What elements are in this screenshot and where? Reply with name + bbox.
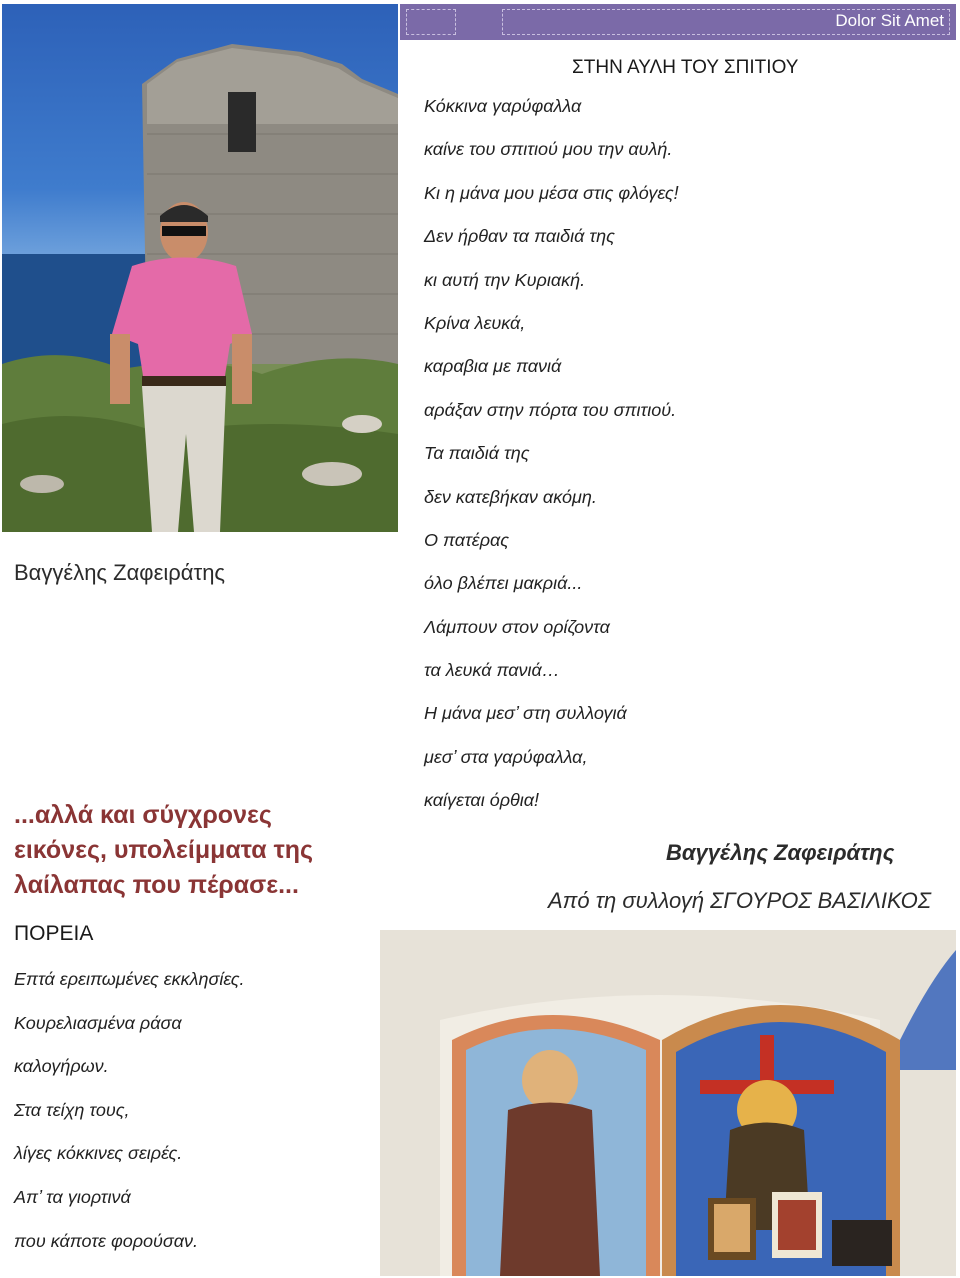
poem-line: Δεν ήρθαν τα παιδιά της <box>424 226 615 247</box>
poem-line: καίγεται όρθια! <box>424 790 540 811</box>
author-name-left: Βαγγέλης Ζαφειράτης <box>14 560 226 585</box>
second-poem-line: λίγες κόκκινες σειρές. <box>14 1143 183 1164</box>
poem-line: Η μάνα μεσ’ στη συλλογιά <box>424 703 627 724</box>
second-poem-line: που κάποτε φορούσαν. <box>14 1230 199 1251</box>
author-photo <box>2 4 398 532</box>
fresco-illustration <box>380 930 956 1276</box>
poem-line: Κόκκινα γαρύφαλλα <box>424 96 582 116</box>
poem-lines <box>424 96 679 834</box>
poem-line: Τα παιδιά της <box>424 443 530 464</box>
poem-line: κι αυτή την Κυριακή. <box>424 269 586 290</box>
poem-signature: Βαγγέλης Ζαφειράτης <box>666 840 895 865</box>
header-band <box>400 4 956 40</box>
second-poem-lines <box>14 969 245 1274</box>
poem-line: Κρίνα λευκά, <box>424 312 526 333</box>
poem-line: τα λευκά πανιά… <box>424 660 560 681</box>
poem-line: όλο βλέπει μακριά... <box>424 573 583 594</box>
poem-title: ΣΤΗΝ ΑΥΛΗ ΤΟΥ ΣΠΙΤΙΟΥ <box>572 57 799 78</box>
second-poem-line: Επτά ερειπωμένες εκκλησίες. <box>14 969 245 989</box>
author-photo-illustration <box>2 4 398 532</box>
poem-line: καραβια με πανιά <box>424 356 562 377</box>
header-title: Dolor Sit Amet <box>835 11 944 30</box>
poem-line: μεσ’ στα γαρύφαλλα, <box>424 746 588 767</box>
poem-line: Κι η μάνα μου μέσα στις φλόγες! <box>424 182 679 203</box>
poem-line: καίνε του σπιτιού μου την αυλή. <box>424 139 673 160</box>
header-dashed-box <box>406 9 456 35</box>
second-poem-line: καλογήρων. <box>14 1056 109 1077</box>
fresco-photo <box>380 930 956 1276</box>
poem-line: Ο πατέρας <box>424 529 510 550</box>
second-poem-title: ΠΟΡΕΙΑ <box>14 922 94 945</box>
second-poem-line: Κουρελιασμένα ράσα <box>14 1012 182 1033</box>
second-poem-line: Στα τείχη τους, <box>14 1099 130 1120</box>
poem-line: δεν κατεβήκαν ακόμη. <box>424 486 597 507</box>
poem-line: αράξαν στην πόρτα του σπιτιού. <box>424 399 677 420</box>
poem-collection: Από τη συλλογή ΣΓΟΥΡΟΣ ΒΑΣΙΛΙΚΟΣ <box>548 888 931 913</box>
poem-line: Λάμπουν στον ορίζοντα <box>424 616 610 637</box>
pull-quote: ...αλλά και σύγχρονες εικόνες, υπολείμματα της λαίλαπας που πέρασε... <box>14 801 313 899</box>
second-poem-line: Απ’ τα γιορτινά <box>14 1186 131 1207</box>
